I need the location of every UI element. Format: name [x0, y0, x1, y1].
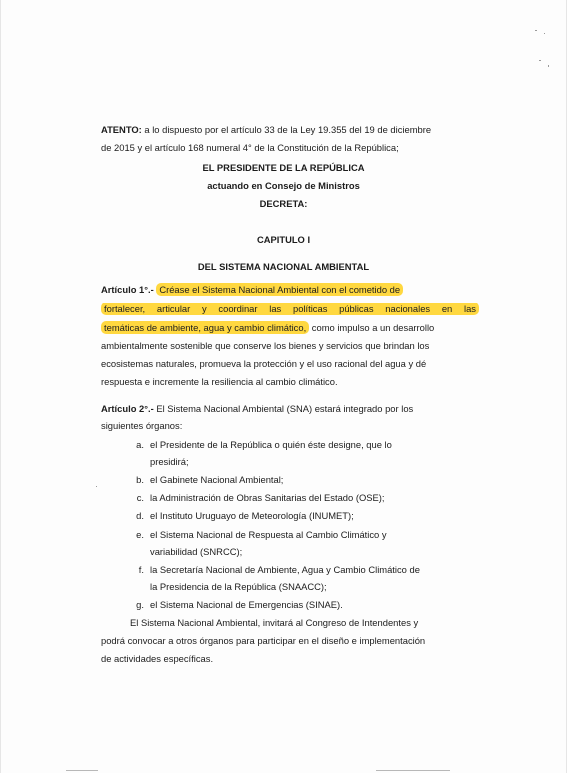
article1-line-3: [101, 322, 434, 334]
header-decreta: DECRETA:: [259, 198, 308, 209]
list-item-a-cont: presidirá;: [150, 456, 189, 467]
article1-text: como impulso a un desarrollo: [311, 322, 435, 333]
list-item-text: el Gabinete Nacional Ambiental;: [150, 474, 284, 485]
list-marker: f.: [138, 564, 144, 575]
list-marker: c.: [136, 492, 144, 503]
article1-label: Artículo 1°.-: [101, 284, 154, 295]
preamble-text: a lo dispuesto por el artículo 33 de la Ley 19.355 del 19 de diciembre: [144, 124, 432, 135]
list-item-text: el Sistema Nacional de Emergencias (SINAE).: [150, 599, 343, 610]
list-item-text: el Instituto Uruguayo de Meteorología (INUMET);: [150, 510, 354, 521]
article2-line-1: [101, 403, 413, 415]
article2-closing-3: de actividades específicas.: [101, 653, 214, 664]
article2-line-2: siguientes órganos:: [101, 420, 183, 431]
article1-line-5: ecosistemas naturales, promueva la protección y el uso racional del agua y dé: [101, 358, 427, 369]
list-item-d: [130, 510, 354, 522]
header-president: EL PRESIDENTE DE LA REPÚBLICA: [202, 162, 365, 173]
scan-speck: [535, 30, 537, 31]
footer-mark-left: [66, 770, 98, 771]
preamble-line-2: de 2015 y el artículo 168 numeral 4° de la Constitución de la República;: [101, 142, 399, 153]
list-item-text: el Sistema Nacional de Respuesta al Cambio Climático y: [150, 529, 387, 540]
list-item-a: [130, 439, 392, 451]
list-item-e: [130, 529, 387, 541]
scan-speck: [548, 65, 549, 67]
article1-line-2: [101, 303, 479, 315]
list-item-b: [130, 474, 283, 486]
chapter-subtitle: DEL SISTEMA NACIONAL AMBIENTAL: [197, 261, 370, 272]
list-item-f-cont: la Presidencia de la República (SNAACC);: [150, 581, 327, 592]
article1-highlight-2: fortalecer, articular y coordinar las políticas públicas nacionales en las: [101, 303, 479, 315]
list-marker: e.: [136, 529, 144, 540]
article2-text: El Sistema Nacional Ambiental (SNA) estará integrado por los: [156, 403, 414, 414]
list-item-g: [130, 599, 343, 611]
header-council: actuando en Consejo de Ministros: [207, 180, 360, 191]
scan-speck: [96, 486, 97, 487]
article1-highlight-1: Créase el Sistema Nacional Ambiental con el cometido de: [156, 283, 403, 296]
list-marker: d.: [136, 510, 144, 521]
article2-label: Artículo 2°.-: [101, 403, 154, 414]
chapter-title: CAPITULO I: [256, 234, 311, 245]
page-left-edge: [0, 0, 1, 773]
preamble-line-1: [101, 124, 431, 136]
list-item-c: [130, 492, 384, 504]
article1-line-6: respuesta e incremente la resiliencia al cambio climático.: [101, 376, 338, 387]
list-item-text: el Presidente de la República o quién éste designe, que lo: [150, 439, 392, 450]
list-marker: a.: [136, 439, 144, 450]
article1-line-4: ambientalmente sostenible que conserve los bienes y servicios que brindan los: [101, 340, 430, 351]
list-item-f: [130, 564, 420, 576]
article1-highlight-3: temáticas de ambiente, agua y cambio climático,: [101, 321, 309, 334]
footer-mark-right: [376, 770, 450, 771]
list-marker: b.: [136, 474, 144, 485]
list-marker: g.: [136, 599, 144, 610]
article2-closing-2: podrá convocar a otros órganos para participar en el diseño e implementación: [101, 635, 426, 646]
list-item-text: la Secretaría Nacional de Ambiente, Agua y Cambio Climático de: [150, 564, 420, 575]
scan-speck: [539, 60, 541, 61]
list-item-e-cont: variabilidad (SNRCC);: [150, 546, 243, 557]
list-item-text: la Administración de Obras Sanitarias del Estado (OSE);: [150, 492, 385, 503]
article2-closing-1: El Sistema Nacional Ambiental, invitará al Congreso de Intendentes y: [130, 617, 419, 628]
preamble-label: ATENTO:: [101, 124, 142, 135]
article1-line-1: [101, 284, 403, 296]
scan-speck: [544, 33, 545, 34]
